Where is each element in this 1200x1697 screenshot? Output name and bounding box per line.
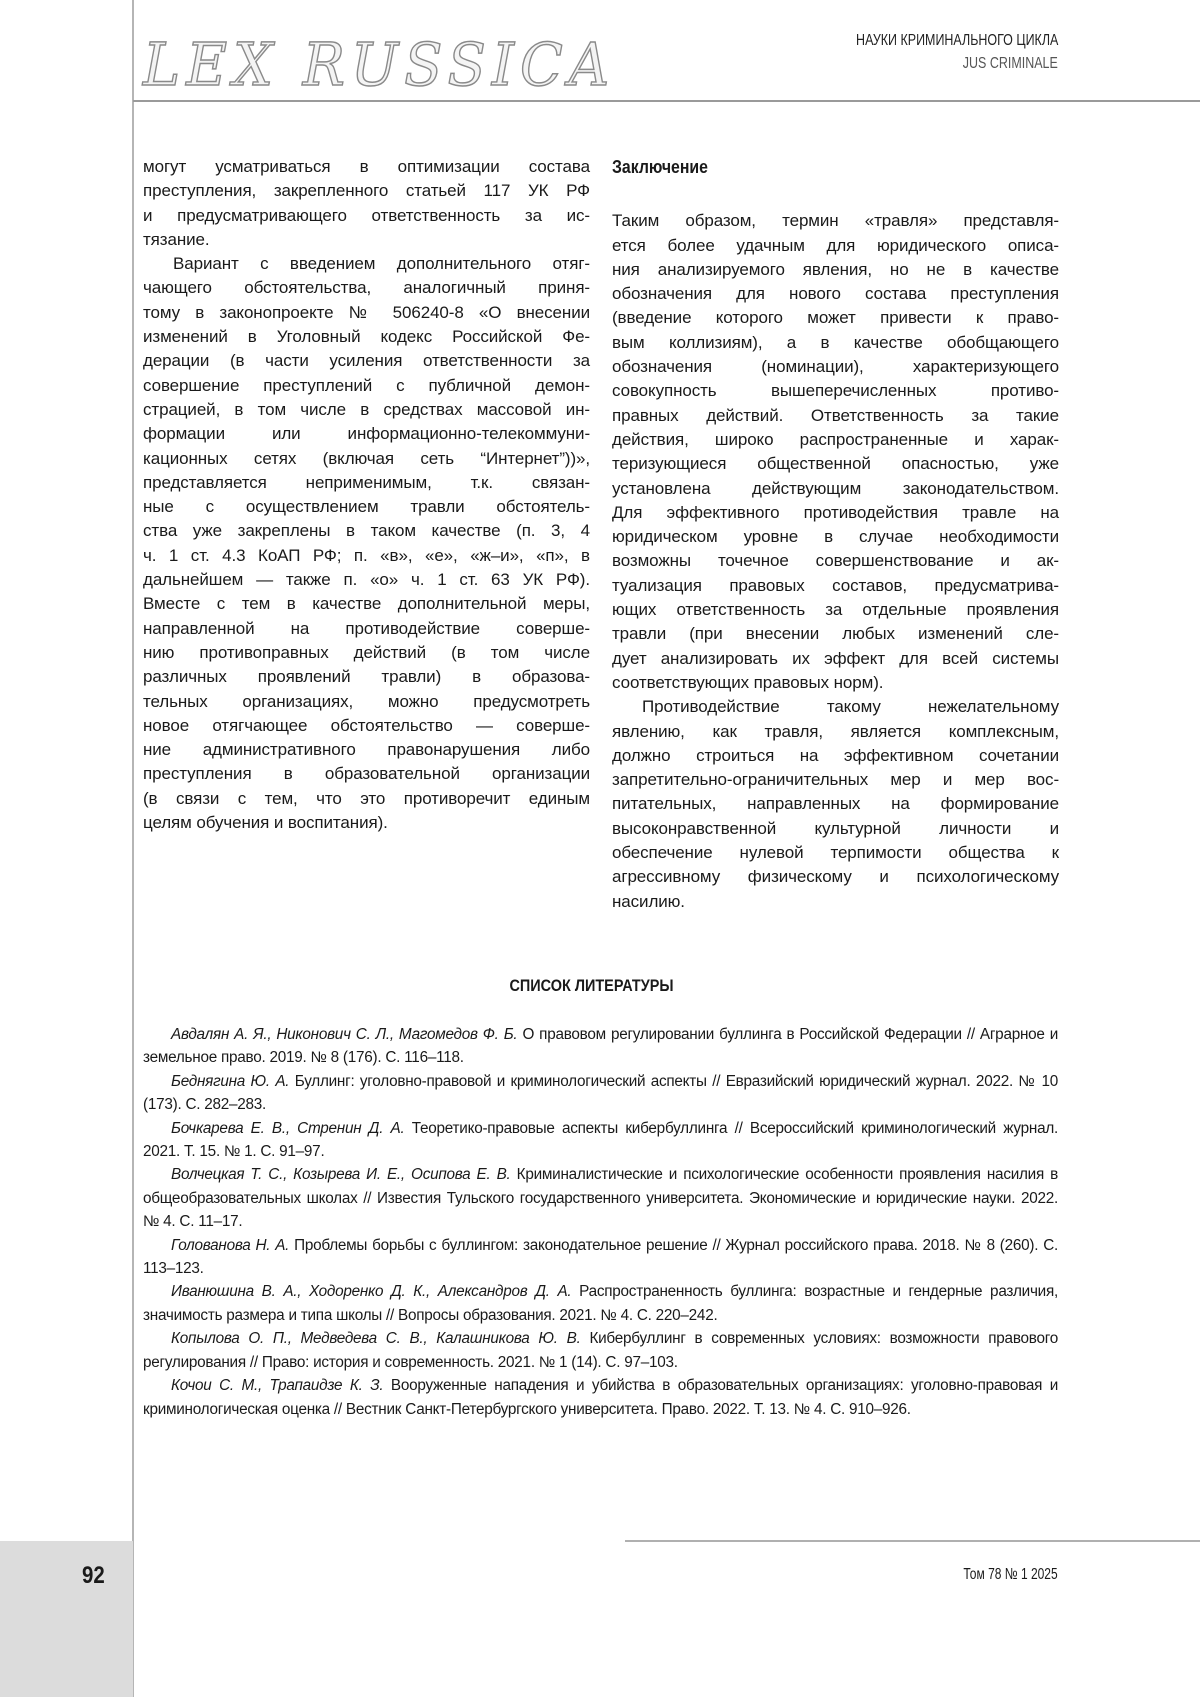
- reference-item: [143, 1374, 1058, 1421]
- conclusion-heading: Заключение: [612, 155, 1005, 179]
- text-line: (введение которого может привести к право-: [612, 306, 1059, 330]
- text-line: Для эффективного противодействия травле на: [612, 501, 1059, 525]
- reference-authors: Авдалян А. Я., Никонович С. Л., Магомедов Ф. Б.: [171, 1026, 517, 1043]
- reference-authors: Волчецкая Т. С., Козырева И. Е., Осипова Е. В.: [171, 1166, 511, 1183]
- page-number-band: [0, 1541, 133, 1697]
- text-line: обозначения (номинации), характеризующего: [612, 355, 1059, 379]
- text-line: чающего обстоятельства, аналогичный приня-: [143, 276, 590, 300]
- text-line: формации или информационно-телекоммуни-: [143, 422, 590, 446]
- text-line: дерации (в части усиления ответственности за: [143, 349, 590, 373]
- reference-item: [143, 1163, 1058, 1233]
- text-line: питательных, направленных на формирование: [612, 792, 1059, 816]
- reference-text: Проблемы борьбы с буллингом: законодательное решение // Журнал российского права. 2018. № 8 (260). С. 113–123.: [143, 1237, 1058, 1277]
- paragraph: [143, 252, 590, 835]
- text-line: дует анализировать их эффект для всей системы: [612, 647, 1059, 671]
- text-line: преступления в образовательной организации: [143, 762, 590, 786]
- text-line: вым коллизиям), а в качестве обобщающего: [612, 331, 1059, 355]
- reference-text: Кибербуллинг в современных условиях: возможности правового регулирования // Право: история и современность. 2021. № 1 (14). С. 97–103.: [143, 1330, 1058, 1370]
- text-line: действия, широко распространенные и харак-: [612, 428, 1059, 452]
- text-line: установлена действующим законодательством.: [612, 477, 1059, 501]
- text-line: могут усматриваться в оптимизации состава: [143, 155, 590, 179]
- reference-text: Теоретико-правовые аспекты кибербуллинга // Всероссийский криминологический журнал. 2021. Т. 15. № 1. С. 91–97.: [143, 1120, 1058, 1160]
- text-line: Вариант с введением дополнительного отяг-: [143, 252, 590, 276]
- paragraph: [143, 155, 590, 252]
- text-line: ч. 1 ст. 4.3 КоАП РФ; п. «в», «е», «ж–и», «п», в: [143, 544, 590, 568]
- right-column: [612, 155, 1059, 914]
- text-line: соответствующих правовых норм).: [612, 671, 1059, 695]
- reference-authors: Голованова Н. А.: [171, 1237, 289, 1254]
- text-line: запретительно-ограничительных мер и мер вос-: [612, 768, 1059, 792]
- text-line: юридическом уровне в случае необходимости: [612, 525, 1059, 549]
- text-line: изменений в Уголовный кодекс Российской Фе-: [143, 325, 590, 349]
- reference-item: [143, 1070, 1058, 1117]
- left-column: [143, 155, 590, 835]
- reference-item: [143, 1117, 1058, 1164]
- reference-item: [143, 1023, 1058, 1070]
- text-line: ные с осуществлением травли обстоятель-: [143, 495, 590, 519]
- text-line: целям обучения и воспитания).: [143, 811, 590, 835]
- text-line: ется более удачным для юридического описа-: [612, 234, 1059, 258]
- paragraph: [612, 695, 1059, 914]
- left-margin-rule: [132, 0, 134, 1697]
- reference-authors: Копылова О. П., Медведева С. В., Калашникова Ю. В.: [171, 1330, 581, 1347]
- text-line: обозначения для нового состава преступления: [612, 282, 1059, 306]
- text-line: ющих ответственность за отдельные проявления: [612, 598, 1059, 622]
- text-line: (в связи с тем, что это противоречит единым: [143, 787, 590, 811]
- footer-rule: [625, 1540, 1200, 1542]
- text-line: туализация правовых составов, предусматрива-: [612, 574, 1059, 598]
- page-number: 92: [82, 1562, 105, 1590]
- text-line: должно строиться на эффективном сочетании: [612, 744, 1059, 768]
- text-line: совокупность вышеперечисленных противо-: [612, 379, 1059, 403]
- reference-item: [143, 1234, 1058, 1281]
- issue-info: Том 78 № 1 2025: [964, 1566, 1058, 1584]
- text-line: нию противоправных действий (в том числе: [143, 641, 590, 665]
- text-line: представляется неприменимым, т.к. связан-: [143, 471, 590, 495]
- header-rule: [133, 100, 1200, 102]
- reference-authors: Бочкарева Е. В., Стренин Д. А.: [171, 1120, 404, 1137]
- text-line: тому в законопроекте № 506240-8 «О внесении: [143, 301, 590, 325]
- text-line: возможны точечное совершенствование и ак-: [612, 549, 1059, 573]
- text-line: тельных организациях, можно предусмотреть: [143, 690, 590, 714]
- reference-item: [143, 1280, 1058, 1327]
- text-line: агрессивному физическому и психологическому: [612, 865, 1059, 889]
- text-line: дальнейшем — также п. «о» ч. 1 ст. 63 УК РФ).: [143, 568, 590, 592]
- paragraph: [612, 209, 1059, 695]
- text-line: Вместе с тем в качестве дополнительной меры,: [143, 592, 590, 616]
- text-line: различных проявлений травли) в образова-: [143, 665, 590, 689]
- text-line: насилию.: [612, 890, 1059, 914]
- text-line: тязание.: [143, 228, 590, 252]
- text-line: кационных сетях (включая сеть “Интернет”))»,: [143, 447, 590, 471]
- text-line: ние административного правонарушения либо: [143, 738, 590, 762]
- text-line: правных действий. Ответственность за такие: [612, 404, 1059, 428]
- reference-text: Криминалистические и психологические особенности проявления насилия в общеобразовательных школах // Известия Тульского государственного университета. Экономические и юридические науки. 2022. № 4. С. 11–17.: [143, 1166, 1058, 1230]
- section-title: НАУКИ КРИМИНАЛЬНОГО ЦИКЛА: [856, 32, 1058, 50]
- text-line: новое отягчающее обстоятельство — соверше-: [143, 714, 590, 738]
- references-heading: СПИСОК ЛИТЕРАТУРЫ: [509, 976, 673, 996]
- text-line: совершение преступлений с публичной демон-: [143, 374, 590, 398]
- reference-item: [143, 1327, 1058, 1374]
- text-line: преступления, закрепленного статьей 117 УК РФ: [143, 179, 590, 203]
- reference-authors: Беднягина Ю. А.: [171, 1073, 289, 1090]
- text-line: Таким образом, термин «травля» представля-: [612, 209, 1059, 233]
- reference-authors: Иванюшина В. А., Ходоренко Д. К., Александров Д. А.: [171, 1283, 571, 1300]
- section-subtitle: JUS CRIMINALE: [963, 55, 1058, 73]
- text-line: ния анализируемого явления, но не в качестве: [612, 258, 1059, 282]
- reference-text: Буллинг: уголовно-правовой и криминологический аспекты // Евразийский юридический журнал. 2022. № 10 (173). С. 282–283.: [143, 1073, 1058, 1113]
- text-line: ства уже закреплены в таком качестве (п. 3, 4: [143, 519, 590, 543]
- text-line: страцией, в том числе в средствах массовой ин-: [143, 398, 590, 422]
- text-line: травли (при внесении любых изменений сле-: [612, 622, 1059, 646]
- text-line: явлению, как травля, является комплексным,: [612, 720, 1059, 744]
- reference-text: О правовом регулировании буллинга в Российской Федерации // Аграрное и земельное право. 2019. № 8 (176). С. 116–118.: [143, 1026, 1058, 1066]
- text-line: высоконравственной культурной личности и: [612, 817, 1059, 841]
- text-line: теризующиеся общественной опасностью, уже: [612, 452, 1059, 476]
- journal-logo: LEX RUSSICA: [143, 37, 615, 96]
- reference-authors: Кочои С. М., Трапаидзе К. З.: [171, 1377, 383, 1394]
- references-heading-wrap: [0, 976, 1200, 996]
- conclusion-body: [612, 209, 1059, 914]
- text-line: обеспечение нулевой терпимости общества к: [612, 841, 1059, 865]
- references-list: [143, 1023, 1058, 1421]
- text-line: и предусматривающего ответственность за ис-: [143, 204, 590, 228]
- reference-text: Распространенность буллинга: возрастные и гендерные различия, значимость размера и типа школы // Вопросы образования. 2021. № 4. С. 220–242.: [143, 1283, 1058, 1323]
- reference-text: Вооруженные нападения и убийства в образовательных организациях: уголовно-правовая и криминологическая оценка // Вестник Санкт-Петербургского университета. Право. 2022. Т. 13. № 4. С. 910–926.: [143, 1377, 1058, 1417]
- text-line: направленной на противодействие соверше-: [143, 617, 590, 641]
- text-line: Противодействие такому нежелательному: [612, 695, 1059, 719]
